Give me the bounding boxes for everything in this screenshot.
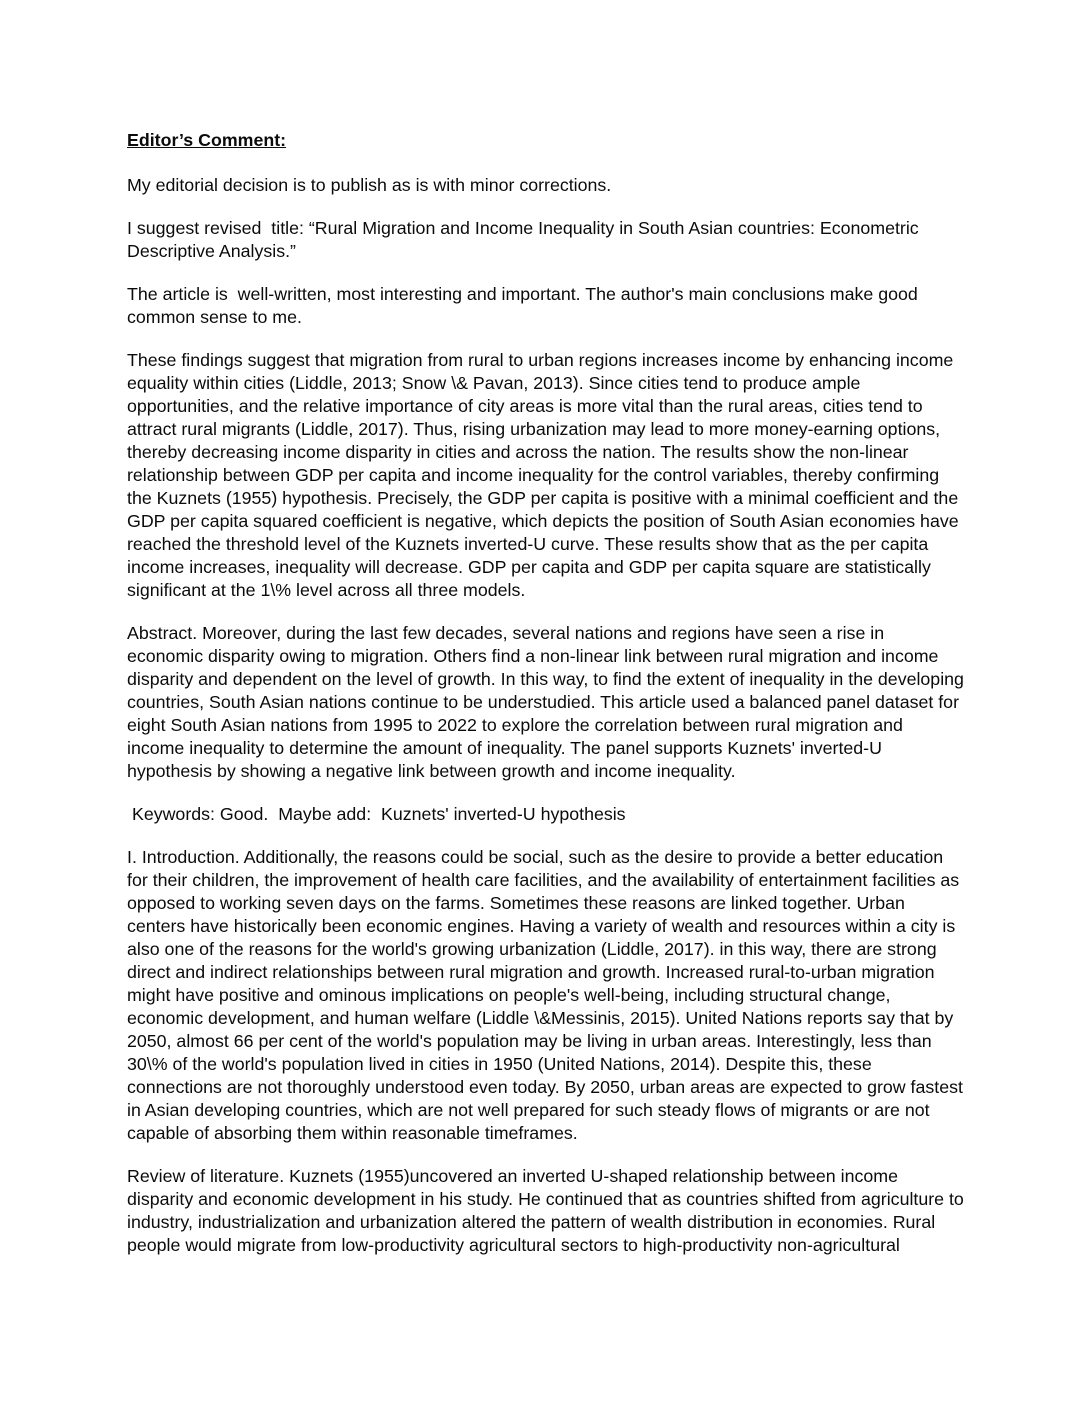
paragraph-article-quality: The article is well-written, most interesting and important. The author's main conclusions make good common sense to me. <box>127 284 923 327</box>
paragraph-editorial-decision: My editorial decision is to publish as is with minor corrections. <box>127 175 612 195</box>
paragraph-keywords-comment: Keywords: Good. Maybe add: Kuznets' inverted-U hypothesis <box>127 804 626 824</box>
document-page <box>127 129 969 1257</box>
document-heading: Editor’s Comment: <box>127 130 287 150</box>
paragraph-findings: These findings suggest that migration from rural to urban regions increases income by enhancing income equality within cities (Liddle, 2013; Snow \& Pavan, 2013). Since cities tend to produce ample opportunities, and the relative importance of city areas is more vital than the rural areas, cities tend to attract rural migrants (Liddle, 2017). Thus, rising urbanization may lead to more money-earning options, thereby decreasing income disparity in cities and across the nation. The results show the non-linear relationship between GDP per capita and income inequality for the control variables, thereby confirming the Kuznets (1955) hypothesis. Precisely, the GDP per capita is positive with a minimal coefficient and the GDP per capita squared coefficient is negative, which depicts the position of South Asian economies have reached the threshold level of the Kuznets inverted-U curve. These results show that as the per capita income increases, inequality will decrease. GDP per capita and GDP per capita square are statistically significant at the 1\% level across all three models. <box>127 350 964 600</box>
paragraph-review-of-literature: Review of literature. Kuznets (1955)uncovered an inverted U-shaped relationship between income disparity and economic development in his study. He continued that as countries shifted from agriculture to industry, industrialization and urbanization altered the pattern of wealth distribution in economies. Rural people would migrate from low-productivity agricultural sectors to high-productivity non-agricultural <box>127 1166 969 1255</box>
paragraph-introduction-comment: I. Introduction. Additionally, the reasons could be social, such as the desire to provide a better education for their children, the improvement of health care facilities, and the availability of entertainment facilities as opposed to working seven days on the farms. Sometimes these reasons are linked together. Urban centers have historically been economic engines. Having a variety of wealth and resources within a city is also one of the reasons for the world's growing urbanization (Liddle, 2017). in this way, there are strong direct and indirect relationships between rural migration and growth. Increased rural-to-urban migration might have positive and ominous implications on people's well-being, including structural change, economic development, and human welfare (Liddle \&Messinis, 2015). United Nations reports say that by 2050, almost 66 per cent of the world's population may be living in urban areas. Interestingly, less than 30\% of the world's population lived in cities in 1950 (United Nations, 2014). Despite this, these connections are not thoroughly understood even today. By 2050, urban areas are expected to grow fastest in Asian developing countries, which are not well prepared for such steady flows of migrants or are not capable of absorbing them within reasonable timeframes. <box>127 847 968 1143</box>
paragraph-title-suggestion: I suggest revised title: “Rural Migration and Income Inequality in South Asian countries: Econometric Descriptive Analysis.” <box>127 218 924 261</box>
paragraph-abstract-comment: Abstract. Moreover, during the last few decades, several nations and regions have seen a rise in economic disparity owing to migration. Others find a non-linear link between rural migration and income disparity and dependent on the level of growth. In this way, to find the extent of inequality in the developing countries, South Asian nations continue to be understudied. This article used a balanced panel dataset for eight South Asian nations from 1995 to 2022 to explore the correlation between rural migration and income inequality to determine the amount of inequality. The panel supports Kuznets' inverted-U hypothesis by showing a negative link between growth and income inequality. <box>127 623 969 781</box>
